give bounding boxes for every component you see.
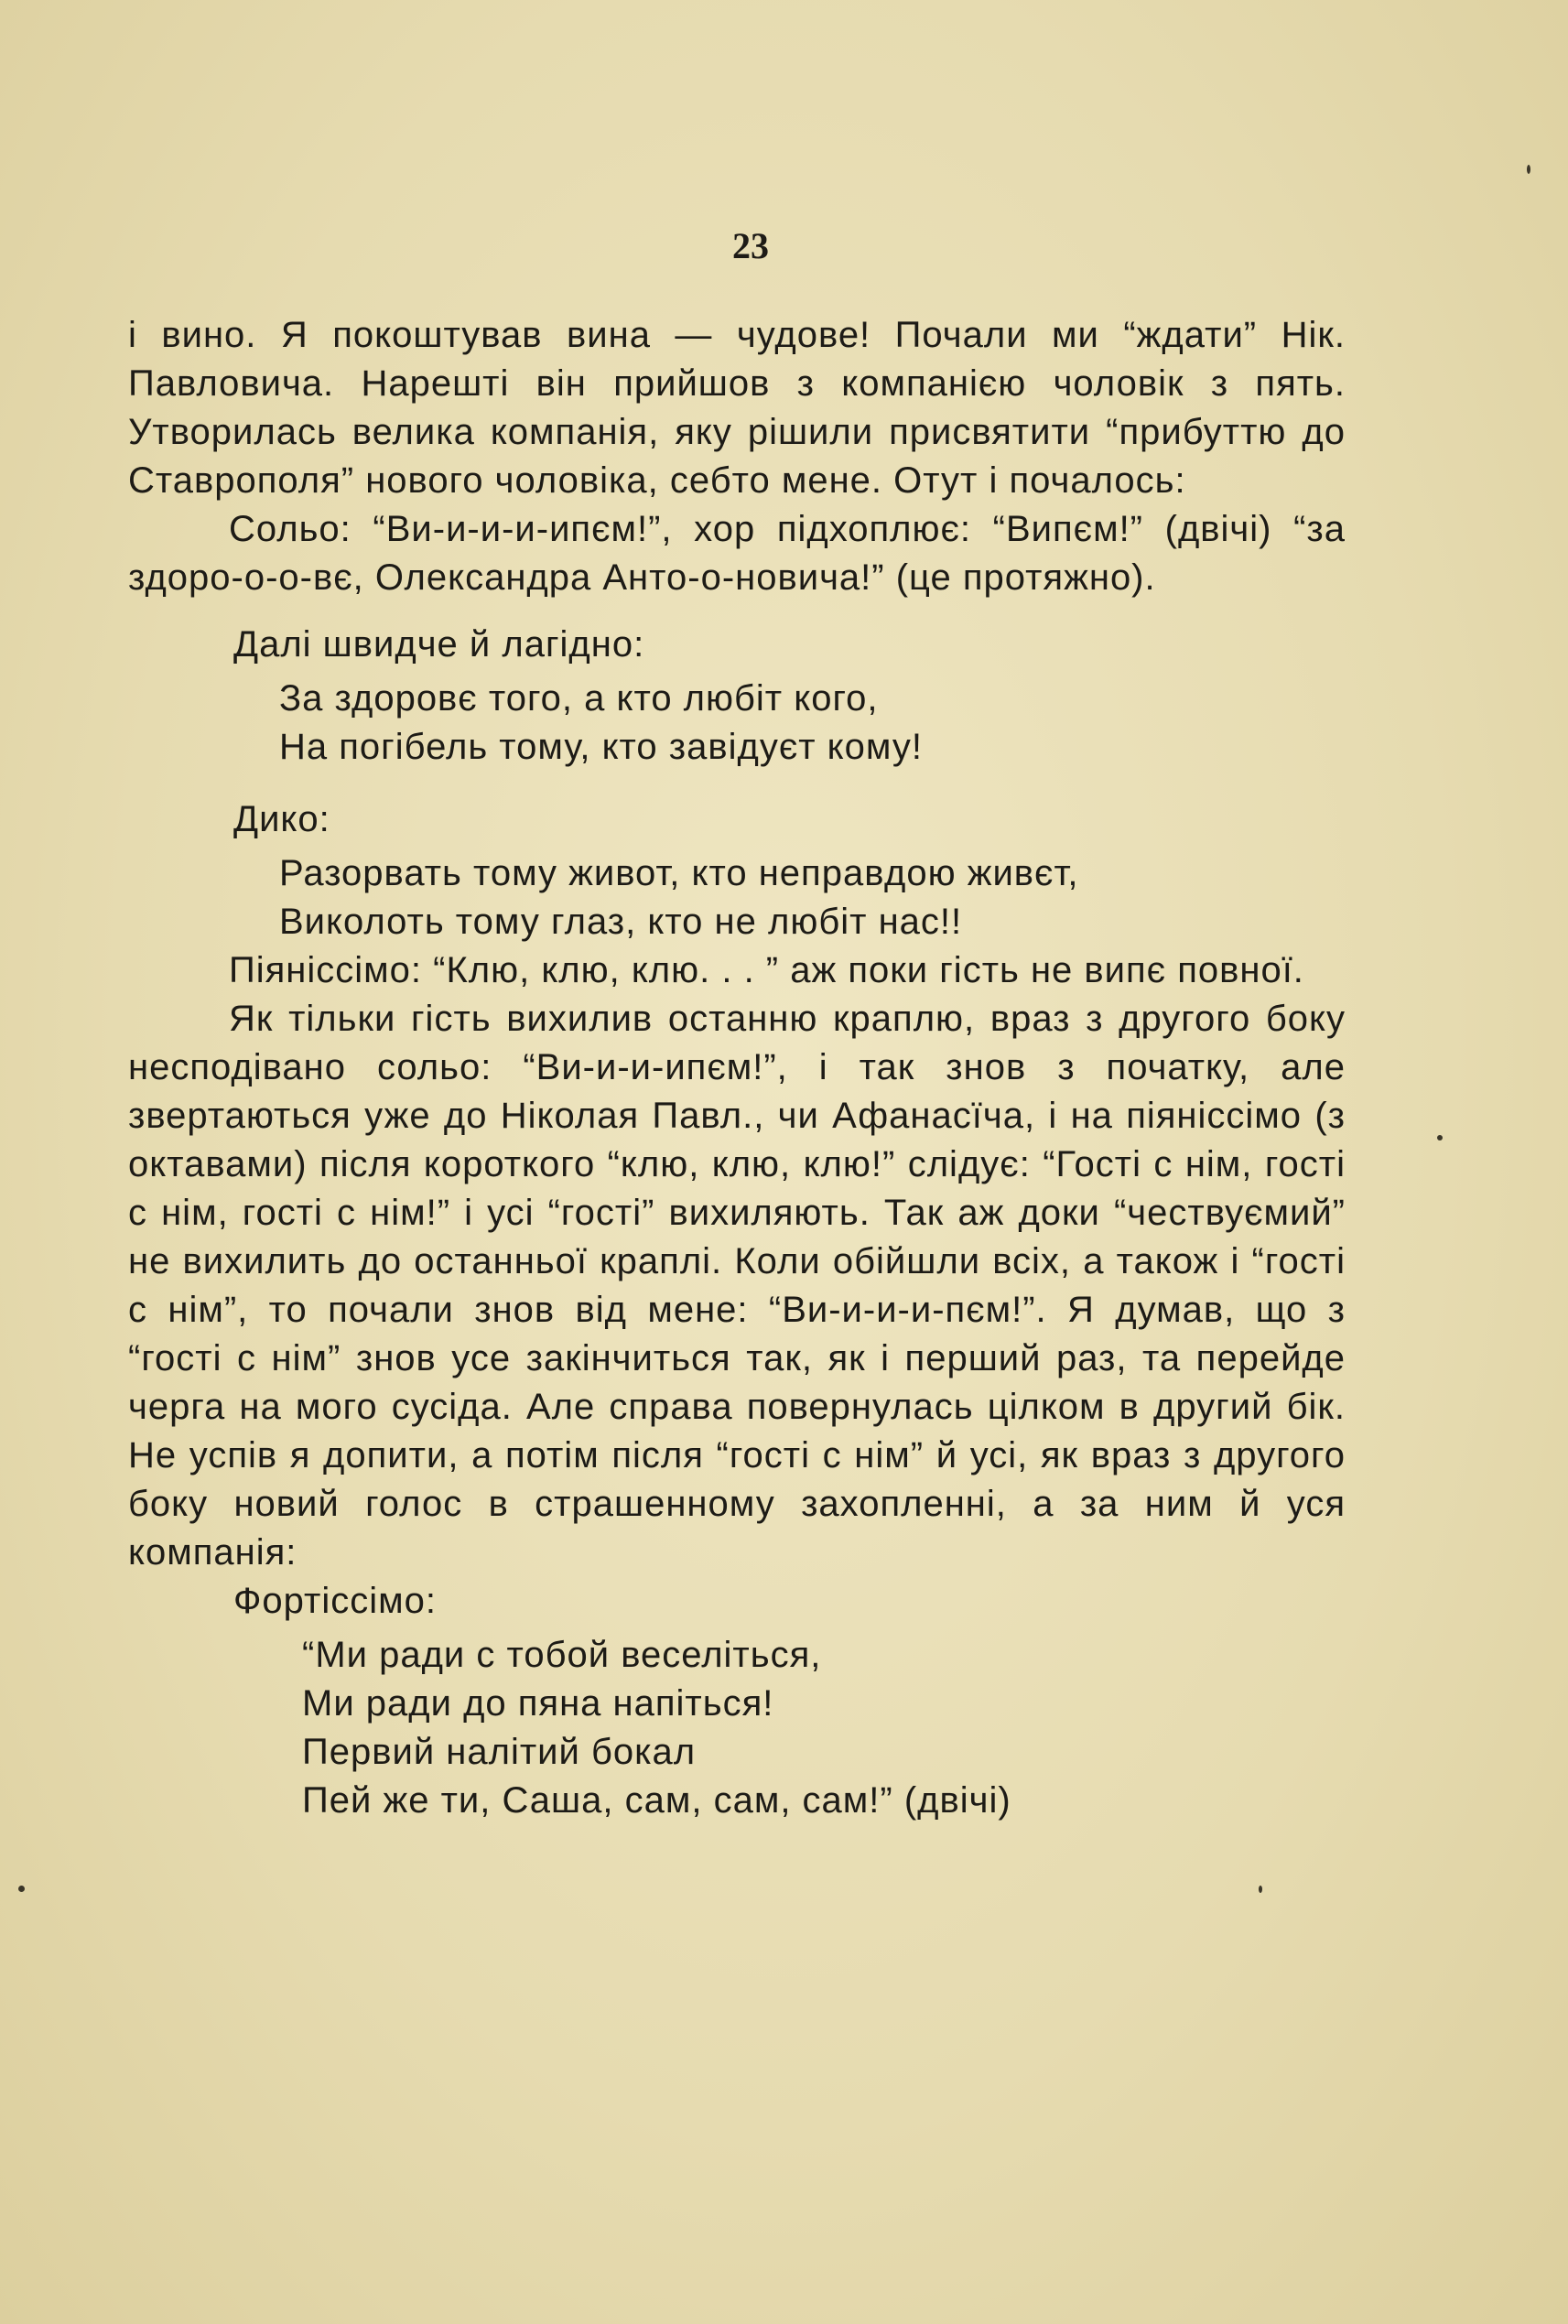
verse-line: Первий налітий бокал	[302, 1732, 697, 1772]
label-dyko: Дико:	[233, 799, 330, 839]
verse-line: Виколоть тому глаз, кто не любіт нас!!	[279, 902, 963, 942]
page-number: 23	[732, 225, 769, 266]
paragraph-3: Піяніссімо: “Клю, клю, клю. . . ” аж поки гість не випє повної.	[229, 950, 1304, 990]
paper-speck	[1437, 1135, 1443, 1140]
paragraph-4: Як тільки гість вихилив останню краплю, враз з другого боку несподівано сольо: “Ви-и-и-ипєм!”, і так знов з початку, але звертаються уже до Ніколая Павл., чи Афанасїча, і на піяніссімо (з октавами) після короткого “клю, клю, клю!” слідує: “Гості с нім, гості с нім, гості с нім!” і усі “гості” вихиляють. Так аж доки “чествуємий” не вихилить до останньої краплі. Коли обійшли всіх, а також і “гості с нім”, то почали знов від мене: “Ви-и-и-и-пєм!”. Я думав, що з “гості с нім” знов усе закінчиться так, як і перший раз, та перейде черга на мого сусіда. Але справа повернулась цілком в другий бік. Не успів я допити, а потім після “гості с нім” й усі, як враз з другого боку новий голос в страшенному захопленні, а за ним й уся компанія:	[128, 999, 1346, 1573]
label-fortissimo: Фортіссімо:	[233, 1581, 437, 1621]
paragraph-1: і вино. Я покоштував вина — чудове! Почали ми “ждати” Нік. Павловича. Нарешті він прийшов з компанією чоловік з пять. Утворилась велика компанія, яку рішили присвятити “прибуттю до Ставрополя” нового чоловіка, себто мене. Отут і почалось:	[128, 315, 1346, 501]
verse-line: На погібель тому, кто завідуєт кому!	[279, 727, 923, 767]
label-dali: Далі швидче й лагідно:	[233, 624, 645, 665]
page-text	[128, 311, 1346, 1825]
verse-line: Пей же ти, Саша, сам, сам, сам!” (двічі)	[302, 1780, 1011, 1821]
paper-speck	[1259, 1886, 1262, 1893]
verse-line: “Ми ради с тобой веселіться,	[302, 1635, 822, 1675]
verse-line: За здоровє того, а кто любіт кого,	[279, 678, 879, 719]
paper-speck	[1527, 165, 1530, 174]
paragraph-2: Сольо: “Ви-и-и-и-ипєм!”, хор підхоплює: “Випєм!” (двічі) “за здоро-о-о-вє, Олександра Анто-о-новича!” (це протяжно).	[128, 509, 1346, 598]
verse-line: Ми ради до пяна напіться!	[302, 1683, 774, 1724]
verse-3	[302, 1631, 1346, 1825]
verse-line: Разорвать тому живот, кто неправдою живєт,	[279, 853, 1079, 893]
paper-speck	[18, 1886, 25, 1892]
verse-1	[279, 675, 1346, 772]
verse-2	[279, 849, 1346, 946]
